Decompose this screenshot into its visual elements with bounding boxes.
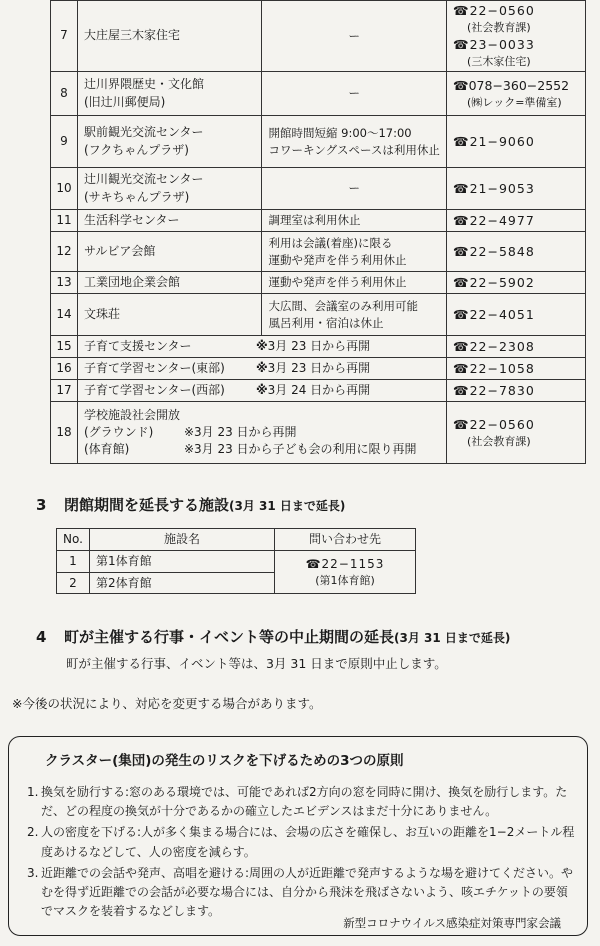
facility-name: [77, 116, 262, 168]
phone-number: ☎22−5902: [453, 274, 535, 290]
row-number: 15: [51, 336, 78, 358]
section-heading: 町が主催する行事・イベント等の中止期間の延長: [64, 628, 395, 646]
row-number: 1: [57, 550, 90, 572]
facility-name: [77, 402, 446, 464]
facility-name-main: 子育て学習センター(西部): [83, 382, 225, 397]
facility-name-sub: (旧辻川郵便局): [83, 94, 166, 109]
facility-note: 運動や発声を伴う利用休止: [262, 272, 447, 294]
phone-owner: (第1体育館): [315, 573, 375, 587]
facility-name: 大庄屋三木家住宅: [77, 1, 262, 72]
row-number: 12: [51, 232, 78, 272]
section-heading: 閉館期間を延長する施設: [64, 496, 230, 514]
table-row: [51, 232, 586, 272]
phone-number: ☎22−4977: [453, 212, 535, 228]
row-number: 16: [51, 358, 78, 380]
facility-name-main: 辻川観光交流センター: [83, 172, 204, 187]
row-number: 11: [51, 210, 78, 232]
facility-name: [77, 72, 262, 116]
phone-owner: (三木家住宅): [467, 55, 531, 69]
facility-contact: [447, 232, 586, 272]
row-number: 2: [57, 572, 90, 594]
note-line: 開館時間短縮 9:00〜17:00: [268, 125, 412, 140]
facility-contact: [275, 550, 416, 594]
note-line: 大広間、会議室のみ利用可能: [268, 298, 418, 313]
phone-number: ☎22−4051: [453, 306, 535, 322]
section-4-title: [36, 626, 510, 647]
column-header: 施設名: [90, 529, 275, 551]
facility-name: [77, 336, 446, 358]
phone-number: ☎22−0560: [453, 416, 535, 432]
item-index: 3.: [27, 865, 39, 880]
phone-number: ☎22−7830: [453, 382, 535, 398]
section-3-title: [36, 494, 345, 515]
table-row: [51, 358, 586, 380]
facility-name-main: 駅前観光交流センター: [83, 125, 204, 140]
facility-name-sub: [84, 424, 440, 441]
facility-name: [77, 380, 446, 402]
phone-number: ☎22−5848: [453, 243, 535, 259]
phone-number: ☎21−9053: [453, 180, 535, 196]
list-item: [27, 783, 577, 821]
table-row: [51, 402, 586, 464]
facility-name-main: 学校施設社会開放: [83, 407, 180, 422]
facility-name-sub: (フクちゃんプラザ): [83, 142, 189, 157]
ground-note: ※3月 23 日から再開: [183, 424, 297, 439]
row-number: 13: [51, 272, 78, 294]
row-number: 10: [51, 168, 78, 210]
facility-note: ー: [262, 1, 447, 72]
note-line: コワーキングスペースは利用休止: [268, 142, 440, 157]
note-mark: ※: [255, 338, 268, 353]
section-4-body: 町が主催する行事、イベント等は、3月 31 日まで原則中止します。: [66, 656, 447, 671]
facility-note: 3月 23 日から再開: [267, 360, 371, 375]
table-row: [51, 294, 586, 336]
section-number: 3: [36, 496, 47, 514]
table-row: [51, 380, 586, 402]
facility-name: サルビア会館: [77, 232, 262, 272]
box-title: クラスター(集団)の発生のリスクを下げるための3つの原則: [45, 753, 404, 769]
row-number: 7: [51, 1, 78, 72]
principles-box: [8, 736, 588, 936]
facility-name-main: 辻川界隈歴史・文化館: [83, 77, 204, 92]
facility-name: [77, 168, 262, 210]
note-line: 利用は会議(着座)に限る: [268, 235, 393, 250]
section-note: (3月 31 日まで延長): [394, 631, 511, 645]
facility-note: ー: [262, 168, 447, 210]
facility-contact: [447, 336, 586, 358]
table-row: [51, 116, 586, 168]
facility-name: 第1体育館: [90, 550, 275, 572]
box-source: 新型コロナウイルス感染症対策専門家会議: [343, 916, 561, 930]
item-text: 人の密度を下げる:人が多く集まる場合には、会場の広さを確保し、お互いの距離を1−2メートル程度あけるなどして、人の密度を減らす。: [41, 825, 575, 859]
facility-note: 3月 23 日から再開: [267, 338, 371, 353]
facility-name: 工業団地企業会館: [77, 272, 262, 294]
item-text: 換気を励行する:窓のある環境では、可能であれば2方向の窓を同時に開け、換気を励行します。ただ、どの程度の換気が十分であるかの確立したエビデンスはまだ十分にありません。: [41, 785, 568, 819]
table-row: [51, 72, 586, 116]
phone-number: ☎22−1058: [453, 360, 535, 376]
facility-contact: [447, 210, 586, 232]
table-row: [51, 272, 586, 294]
item-index: 2.: [27, 825, 39, 840]
facility-contact: [447, 1, 586, 72]
facility-name-main: 子育て支援センター: [83, 338, 192, 353]
note-line: 運動や発声を伴う利用休止: [268, 252, 407, 267]
ground-label: (グラウンド): [83, 424, 154, 439]
facility-note: [262, 232, 447, 272]
facility-name-main: 子育て学習センター(東部): [83, 360, 225, 375]
notice-text: ※今後の状況により、対応を変更する場合があります。: [12, 696, 322, 711]
facility-name: 第2体育館: [90, 572, 275, 594]
facility-note: [262, 294, 447, 336]
facility-name: 文珠荘: [77, 294, 262, 336]
facility-name-sub: (サキちゃんプラザ): [83, 189, 190, 204]
item-text: 近距離での会話や発声、高唱を避ける:周囲の人が近距離で発声するような場を避けてください。やむを得ず近距離での会話が必要な場合には、自分から飛沫を飛ばさないよう、咳エチケットの要領でマスクを装着するなどします。: [41, 865, 574, 919]
facility-name-sub: [84, 441, 440, 458]
extended-closure-table: [56, 528, 416, 594]
facility-contact: [447, 402, 586, 464]
column-header: 問い合わせ先: [275, 529, 416, 551]
facility-note: 調理室は利用休止: [262, 210, 447, 232]
phone-number: ☎078−360−2552: [453, 77, 570, 93]
table-row: [57, 550, 416, 572]
gym-note: ※3月 23 日から子ども会の利用に限り再開: [183, 442, 417, 457]
facility-contact: [447, 358, 586, 380]
phone-owner: (社会教育課): [467, 434, 531, 448]
facility-note: 3月 24 日から再開: [267, 382, 371, 397]
row-number: 14: [51, 294, 78, 336]
table-row: [51, 336, 586, 358]
row-number: 8: [51, 72, 78, 116]
column-header: No.: [57, 529, 90, 551]
section-note: (3月 31 日まで延長): [229, 499, 346, 513]
row-number: 9: [51, 116, 78, 168]
phone-number: ☎21−9060: [453, 133, 535, 149]
note-line: 風呂利用・宿泊は休止: [268, 315, 384, 330]
facility-contact: [447, 116, 586, 168]
facility-note: [262, 116, 447, 168]
gym-label: (体育館): [83, 442, 130, 457]
principles-list: [27, 783, 577, 923]
item-index: 1.: [27, 785, 39, 799]
facility-contact: [447, 168, 586, 210]
table-header-row: [57, 529, 416, 551]
phone-number: ☎22−1153: [305, 557, 385, 571]
note-mark: ※: [255, 360, 268, 375]
phone-owner: (㈱レック=準備室): [467, 95, 562, 109]
facility-name: [77, 358, 446, 380]
facility-contact: [447, 380, 586, 402]
facility-contact: [447, 72, 586, 116]
list-item: [27, 823, 577, 861]
note-mark: ※: [255, 382, 268, 397]
phone-owner: (社会教育課): [467, 21, 531, 35]
facility-contact: [447, 294, 586, 336]
list-item: [27, 864, 577, 922]
row-number: 17: [51, 380, 78, 402]
row-number: 18: [51, 402, 78, 464]
facility-table: [50, 0, 586, 464]
section-number: 4: [36, 628, 47, 646]
table-row: [51, 210, 586, 232]
phone-number: ☎23−0033: [453, 37, 535, 53]
table-row: [51, 1, 586, 72]
facility-name: 生活科学センター: [77, 210, 262, 232]
phone-number: ☎22−0560: [453, 3, 535, 18]
table-row: [51, 168, 586, 210]
facility-contact: [447, 272, 586, 294]
facility-note: ー: [262, 72, 447, 116]
phone-number: ☎22−2308: [453, 338, 535, 354]
